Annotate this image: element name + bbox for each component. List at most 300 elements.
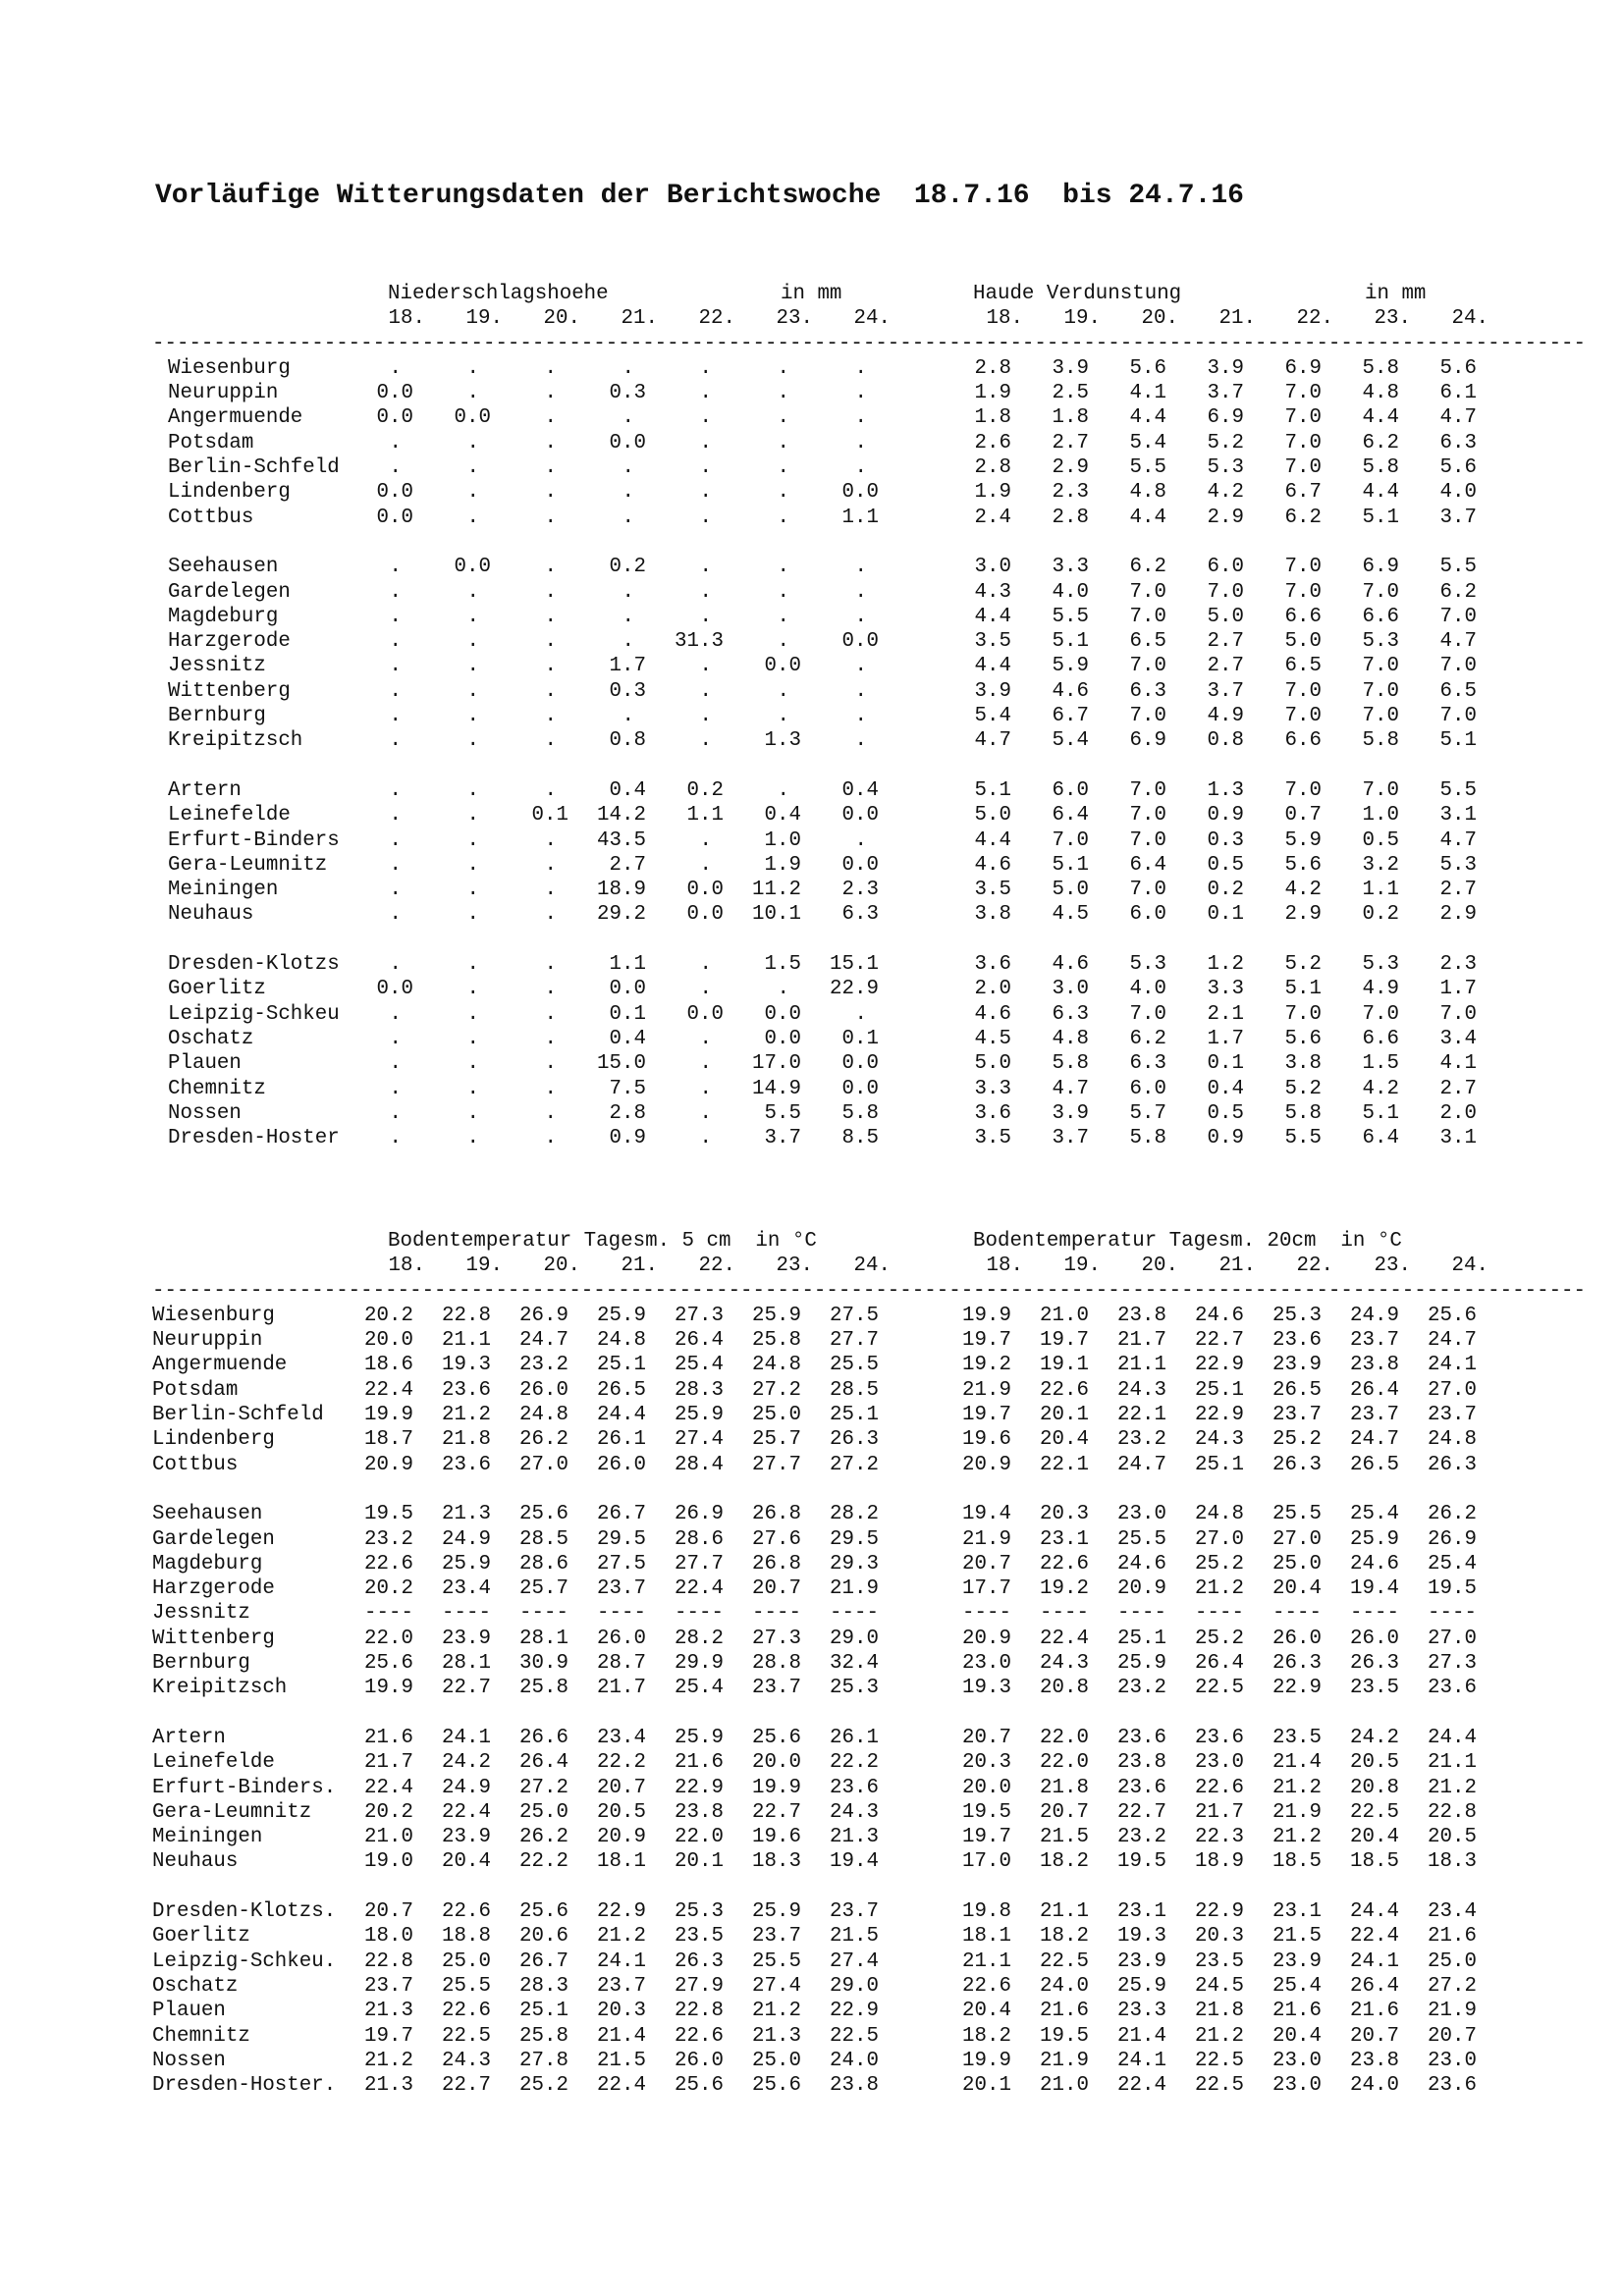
value-cell: 5.0	[1052, 879, 1089, 902]
value-cell: .	[544, 655, 557, 678]
value-cell: 25.8	[752, 1329, 801, 1353]
value-cell: .	[777, 580, 789, 604]
value-cell: .	[544, 481, 557, 505]
value-cell: ----	[1040, 1602, 1089, 1626]
day-label: 18.	[986, 1255, 1023, 1278]
station-name: Chemnitz	[152, 2024, 250, 2048]
value-cell: 22.5	[1195, 2049, 1244, 2072]
value-cell: 2.9	[1284, 903, 1322, 927]
value-cell: 27.8	[519, 2049, 568, 2072]
value-cell: 25.5	[442, 1974, 491, 1998]
value-cell: 6.3	[1052, 1002, 1089, 1026]
value-cell: 23.7	[1272, 1404, 1322, 1427]
value-cell: 26.3	[830, 1428, 879, 1452]
value-cell: 4.5	[974, 1027, 1011, 1050]
value-cell: 25.9	[1350, 1527, 1399, 1551]
value-cell: 0.0	[376, 406, 413, 430]
value-cell: 23.8	[1350, 2049, 1399, 2072]
value-cell: 6.2	[1129, 556, 1166, 579]
value-cell: .	[699, 655, 712, 678]
value-cell: 21.9	[1428, 2000, 1477, 2023]
value-cell: 19.2	[962, 1354, 1011, 1377]
station-name: Bernburg	[152, 1652, 250, 1676]
value-cell: 27.6	[752, 1527, 801, 1551]
value-cell: 5.2	[1207, 431, 1244, 454]
value-cell: 21.5	[597, 2049, 646, 2072]
value-cell: 4.7	[1052, 1077, 1089, 1100]
value-cell: 0.0	[609, 978, 646, 1001]
value-cell: 5.3	[1439, 853, 1477, 877]
value-cell: 22.5	[1195, 2074, 1244, 2098]
value-cell: 0.1	[531, 804, 568, 828]
value-cell: 4.0	[1129, 978, 1166, 1001]
value-cell: 25.1	[1195, 1453, 1244, 1476]
day-label: 23.	[776, 307, 813, 331]
value-cell: 6.2	[1129, 1027, 1166, 1050]
value-cell: 23.7	[752, 1677, 801, 1700]
value-cell: 7.0	[1362, 778, 1399, 802]
divider: --------------------------------------------------	[973, 1279, 1587, 1303]
value-cell: 0.0	[376, 382, 413, 405]
value-cell: ----	[1350, 1602, 1399, 1626]
station-name: Gardelegen	[168, 580, 291, 604]
value-cell: 1.2	[1207, 953, 1244, 977]
day-label: 23.	[1374, 307, 1411, 331]
value-cell: 3.5	[974, 879, 1011, 902]
value-cell: 21.8	[1195, 2000, 1244, 2023]
value-cell: 21.9	[1040, 2049, 1089, 2072]
value-cell: 0.9	[1207, 1127, 1244, 1150]
value-cell: 7.0	[1284, 679, 1322, 703]
value-cell: .	[699, 1077, 712, 1100]
value-cell: 24.5	[1195, 1974, 1244, 1998]
value-cell: 4.4	[1129, 406, 1166, 430]
value-cell: 2.8	[609, 1101, 646, 1125]
value-cell: 4.4	[974, 828, 1011, 852]
value-cell: 18.1	[962, 1925, 1011, 1949]
value-cell: .	[699, 406, 712, 430]
value-cell: .	[389, 1027, 402, 1050]
value-cell: .	[777, 978, 789, 1001]
value-cell: 18.6	[364, 1354, 413, 1377]
value-cell: 20.7	[1428, 2024, 1477, 2048]
value-cell: 26.0	[519, 1378, 568, 1402]
value-cell: 26.3	[1350, 1652, 1399, 1676]
value-cell: .	[544, 1101, 557, 1125]
value-cell: 7.0	[1439, 1002, 1477, 1026]
value-cell: 22.0	[364, 1627, 413, 1650]
value-cell: 23.1	[1272, 1900, 1322, 1924]
value-cell: 2.8	[974, 356, 1011, 380]
value-cell: 21.9	[962, 1378, 1011, 1402]
value-cell: 21.1	[1040, 1900, 1089, 1924]
value-cell: .	[389, 879, 402, 902]
value-cell: 24.6	[1350, 1552, 1399, 1575]
value-cell: 25.3	[675, 1900, 724, 1924]
value-cell: 23.0	[1272, 2074, 1322, 2098]
station-name: Jessnitz	[168, 655, 266, 678]
value-cell: 2.0	[1439, 1101, 1477, 1125]
value-cell: 20.1	[962, 2074, 1011, 2098]
value-cell: ----	[1117, 1602, 1166, 1626]
day-label: 23.	[776, 1255, 813, 1278]
value-cell: .	[544, 679, 557, 703]
value-cell: .	[854, 556, 867, 579]
value-cell: .	[466, 729, 479, 753]
value-cell: .	[544, 1052, 557, 1076]
value-cell: .	[699, 1052, 712, 1076]
value-cell: .	[544, 978, 557, 1001]
value-cell: 0.0	[376, 481, 413, 505]
value-cell: .	[389, 456, 402, 480]
value-cell: 23.6	[1272, 1329, 1322, 1353]
value-cell: 2.1	[1207, 1002, 1244, 1026]
value-cell: 1.1	[609, 953, 646, 977]
value-cell: 21.6	[364, 1726, 413, 1749]
value-cell: 21.9	[962, 1527, 1011, 1551]
value-cell: .	[699, 953, 712, 977]
value-cell: 20.4	[962, 2000, 1011, 2023]
value-cell: 6.2	[1284, 506, 1322, 529]
value-cell: 1.7	[1207, 1027, 1244, 1050]
value-cell: 18.2	[1040, 1850, 1089, 1874]
value-cell: 21.4	[1117, 2024, 1166, 2048]
value-cell: 21.5	[830, 1925, 879, 1949]
value-cell: 2.3	[1052, 481, 1089, 505]
value-cell: 3.7	[1207, 382, 1244, 405]
value-cell: 0.2	[609, 556, 646, 579]
value-cell: 26.8	[752, 1503, 801, 1526]
value-cell: 26.1	[830, 1726, 879, 1749]
value-cell: 7.0	[1284, 705, 1322, 728]
value-cell: 24.2	[1350, 1726, 1399, 1749]
day-label: 24.	[853, 307, 891, 331]
value-cell: .	[389, 1127, 402, 1150]
value-cell: .	[544, 879, 557, 902]
value-cell: .	[777, 705, 789, 728]
value-cell: 26.5	[1272, 1378, 1322, 1402]
station-name: Cottbus	[152, 1453, 239, 1476]
value-cell: 25.9	[597, 1304, 646, 1327]
value-cell: 0.0	[841, 630, 879, 654]
station-name: Angermuende	[168, 406, 303, 430]
value-cell: 4.8	[1129, 481, 1166, 505]
value-cell: 24.8	[1428, 1428, 1477, 1452]
value-cell: 22.7	[1117, 1800, 1166, 1824]
value-cell: 22.9	[675, 1776, 724, 1799]
value-cell: 22.0	[1040, 1751, 1089, 1775]
value-cell: 23.6	[1117, 1726, 1166, 1749]
value-cell: 20.7	[962, 1552, 1011, 1575]
value-cell: .	[389, 1101, 402, 1125]
value-cell: 5.7	[1129, 1101, 1166, 1125]
value-cell: .	[699, 382, 712, 405]
value-cell: .	[854, 406, 867, 430]
value-cell: 4.1	[1129, 382, 1166, 405]
value-cell: 20.7	[962, 1726, 1011, 1749]
value-cell: .	[699, 556, 712, 579]
day-label: 21.	[1218, 307, 1256, 331]
value-cell: .	[389, 580, 402, 604]
value-cell: 22.8	[675, 2000, 724, 2023]
day-label: 24.	[1451, 1255, 1488, 1278]
value-cell: 0.9	[609, 1127, 646, 1150]
value-cell: 1.3	[1207, 778, 1244, 802]
day-label: 22.	[1296, 307, 1333, 331]
value-cell: 19.7	[962, 1404, 1011, 1427]
value-cell: 27.7	[675, 1552, 724, 1575]
value-cell: 26.4	[1350, 1378, 1399, 1402]
value-cell: 20.4	[1040, 1428, 1089, 1452]
value-cell: 23.9	[1117, 1949, 1166, 1973]
value-cell: 0.5	[1362, 828, 1399, 852]
value-cell: 3.2	[1362, 853, 1399, 877]
value-cell: .	[544, 828, 557, 852]
day-label: 22.	[698, 307, 735, 331]
value-cell: .	[544, 1002, 557, 1026]
value-cell: ----	[1428, 1602, 1477, 1626]
value-cell: 26.0	[597, 1627, 646, 1650]
value-cell: 20.0	[364, 1329, 413, 1353]
day-label: 18.	[986, 307, 1023, 331]
value-cell: 21.3	[442, 1503, 491, 1526]
value-cell: 19.9	[752, 1776, 801, 1799]
value-cell: 26.3	[1272, 1652, 1322, 1676]
value-cell: 27.0	[1428, 1378, 1477, 1402]
value-cell: 25.6	[1428, 1304, 1477, 1327]
value-cell: 18.7	[364, 1428, 413, 1452]
value-cell: 21.2	[752, 2000, 801, 2023]
value-cell: 5.2	[1284, 953, 1322, 977]
value-cell: 20.4	[1350, 1826, 1399, 1849]
value-cell: 5.6	[1284, 853, 1322, 877]
value-cell: 23.2	[1117, 1428, 1166, 1452]
value-cell: 3.1	[1439, 804, 1477, 828]
value-cell: 1.0	[764, 828, 801, 852]
value-cell: 3.8	[1284, 1052, 1322, 1076]
value-cell: 21.0	[364, 1826, 413, 1849]
value-cell: 27.0	[1195, 1527, 1244, 1551]
value-cell: 7.0	[1284, 382, 1322, 405]
value-cell: .	[854, 456, 867, 480]
value-cell: 21.8	[1040, 1776, 1089, 1799]
value-cell: 11.2	[752, 879, 801, 902]
value-cell: 26.6	[519, 1726, 568, 1749]
value-cell: 4.0	[1439, 481, 1477, 505]
value-cell: .	[699, 605, 712, 628]
value-cell: 20.9	[364, 1453, 413, 1476]
value-cell: 19.6	[962, 1428, 1011, 1452]
value-cell: 23.8	[1117, 1751, 1166, 1775]
value-cell: .	[466, 903, 479, 927]
value-cell: 19.4	[1350, 1577, 1399, 1601]
value-cell: 5.3	[1207, 456, 1244, 480]
value-cell: 5.5	[1439, 778, 1477, 802]
value-cell: 21.6	[1272, 2000, 1322, 2023]
day-label: 19.	[1063, 1255, 1101, 1278]
value-cell: 5.0	[974, 1052, 1011, 1076]
value-cell: 25.1	[597, 1354, 646, 1377]
value-cell: .	[622, 580, 634, 604]
value-cell: 24.0	[830, 2049, 879, 2072]
value-cell: 21.7	[364, 1751, 413, 1775]
value-cell: .	[544, 456, 557, 480]
value-cell: 4.9	[1362, 978, 1399, 1001]
value-cell: .	[854, 605, 867, 628]
value-cell: ----	[597, 1602, 646, 1626]
value-cell: 25.5	[1272, 1503, 1322, 1526]
value-cell: 7.0	[1129, 1002, 1166, 1026]
value-cell: 2.9	[1052, 456, 1089, 480]
value-cell: 7.0	[1284, 580, 1322, 604]
value-cell: .	[466, 828, 479, 852]
value-cell: 24.1	[1117, 2049, 1166, 2072]
value-cell: 19.5	[962, 1800, 1011, 1824]
value-cell: 22.6	[962, 1974, 1011, 1998]
value-cell: 19.3	[962, 1677, 1011, 1700]
value-cell: 2.0	[974, 978, 1011, 1001]
value-cell: 43.5	[597, 828, 646, 852]
value-cell: 7.0	[1362, 580, 1399, 604]
value-cell: .	[466, 481, 479, 505]
value-cell: 21.7	[1117, 1329, 1166, 1353]
value-cell: 28.1	[442, 1652, 491, 1676]
value-cell: 3.9	[1207, 356, 1244, 380]
station-name: Nossen	[168, 1101, 242, 1125]
value-cell: 21.2	[364, 2049, 413, 2072]
value-cell: .	[544, 356, 557, 380]
value-cell: 4.3	[974, 580, 1011, 604]
value-cell: 22.2	[830, 1751, 879, 1775]
value-cell: 18.5	[1272, 1850, 1322, 1874]
value-cell: 5.2	[1284, 1077, 1322, 1100]
value-cell: 26.3	[675, 1949, 724, 1973]
value-cell: 23.5	[675, 1925, 724, 1949]
value-cell: 24.6	[1117, 1552, 1166, 1575]
value-cell: 21.9	[1272, 1800, 1322, 1824]
value-cell: 23.6	[1117, 1776, 1166, 1799]
day-label: 24.	[853, 1255, 891, 1278]
value-cell: 21.3	[364, 2074, 413, 2098]
value-cell: .	[389, 778, 402, 802]
value-cell: 20.7	[1040, 1800, 1089, 1824]
value-cell: 26.9	[519, 1304, 568, 1327]
value-cell: 22.1	[1040, 1453, 1089, 1476]
value-cell: 19.4	[830, 1850, 879, 1874]
value-cell: 28.5	[519, 1527, 568, 1551]
value-cell: 23.7	[1350, 1329, 1399, 1353]
value-cell: 25.2	[1272, 1428, 1322, 1452]
value-cell: .	[466, 853, 479, 877]
value-cell: 22.7	[442, 2074, 491, 2098]
value-cell: 25.4	[1350, 1503, 1399, 1526]
value-cell: 6.6	[1284, 729, 1322, 753]
value-cell: 4.2	[1362, 1077, 1399, 1100]
value-cell: 25.2	[1195, 1627, 1244, 1650]
value-cell: 20.3	[1195, 1925, 1244, 1949]
value-cell: 19.1	[1040, 1354, 1089, 1377]
value-cell: 19.9	[364, 1677, 413, 1700]
value-cell: 22.4	[364, 1776, 413, 1799]
value-cell: 27.2	[752, 1378, 801, 1402]
value-cell: 25.6	[519, 1900, 568, 1924]
right-unit: in mm	[1365, 283, 1427, 305]
value-cell: 21.6	[1350, 2000, 1399, 2023]
value-cell: 7.0	[1129, 804, 1166, 828]
value-cell: .	[777, 556, 789, 579]
value-cell: 7.0	[1129, 828, 1166, 852]
value-cell: .	[777, 630, 789, 654]
value-cell: 26.5	[597, 1378, 646, 1402]
value-cell: 21.3	[364, 2000, 413, 2023]
value-cell: 28.4	[675, 1453, 724, 1476]
value-cell: 25.6	[752, 2074, 801, 2098]
value-cell: 25.0	[519, 1800, 568, 1824]
left-header: Bodentemperatur Tagesm. 5 cm in °C	[388, 1230, 817, 1253]
value-cell: 3.7	[1052, 1127, 1089, 1150]
value-cell: .	[544, 630, 557, 654]
value-cell: 22.7	[1195, 1329, 1244, 1353]
value-cell: .	[699, 679, 712, 703]
divider: --------------------------------------------------	[973, 332, 1587, 355]
value-cell: 6.9	[1284, 356, 1322, 380]
value-cell: .	[854, 356, 867, 380]
value-cell: 23.8	[830, 2074, 879, 2098]
value-cell: 23.7	[1350, 1404, 1399, 1427]
value-cell: 20.5	[597, 1800, 646, 1824]
value-cell: .	[544, 853, 557, 877]
value-cell: 7.0	[1284, 778, 1322, 802]
value-cell: 7.0	[1362, 679, 1399, 703]
value-cell: .	[699, 1101, 712, 1125]
value-cell: .	[389, 655, 402, 678]
station-name: Goerlitz	[168, 978, 266, 1001]
value-cell: 19.7	[962, 1826, 1011, 1849]
value-cell: 27.3	[1428, 1652, 1477, 1676]
value-cell: 18.2	[1040, 1925, 1089, 1949]
value-cell: 21.7	[1195, 1800, 1244, 1824]
value-cell: 27.2	[830, 1453, 879, 1476]
value-cell: 20.7	[597, 1776, 646, 1799]
station-name: Erfurt-Binders	[168, 828, 340, 852]
value-cell: 4.0	[1052, 580, 1089, 604]
value-cell: 23.7	[597, 1577, 646, 1601]
station-name: Erfurt-Binders.	[152, 1776, 337, 1799]
value-cell: 22.8	[364, 1949, 413, 1973]
value-cell: 20.9	[962, 1453, 1011, 1476]
value-cell: 5.1	[1052, 630, 1089, 654]
station-name: Neuhaus	[168, 903, 254, 927]
station-name: Artern	[168, 778, 242, 802]
value-cell: .	[777, 605, 789, 628]
value-cell: 4.2	[1284, 879, 1322, 902]
value-cell: .	[544, 382, 557, 405]
right-header: Haude Verdunstung	[973, 283, 1182, 305]
value-cell: 28.1	[519, 1627, 568, 1650]
value-cell: 25.9	[675, 1726, 724, 1749]
value-cell: 27.9	[675, 1974, 724, 1998]
value-cell: 3.9	[974, 679, 1011, 703]
value-cell: 7.0	[1284, 431, 1322, 454]
value-cell: 2.3	[1439, 953, 1477, 977]
value-cell: 2.7	[1439, 879, 1477, 902]
value-cell: 5.5	[1129, 456, 1166, 480]
value-cell: 5.6	[1284, 1027, 1322, 1050]
value-cell: 7.5	[609, 1077, 646, 1100]
value-cell: 2.4	[974, 506, 1011, 529]
value-cell: .	[699, 853, 712, 877]
value-cell: .	[544, 778, 557, 802]
